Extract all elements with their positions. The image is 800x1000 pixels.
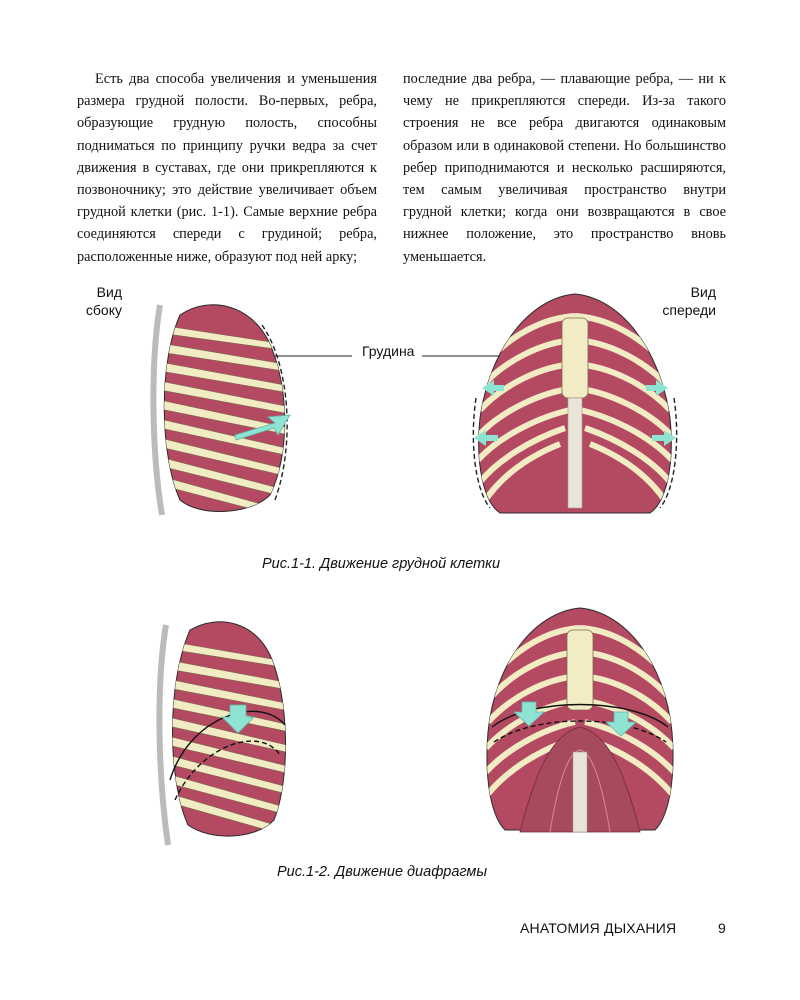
label-front-line1: Вид [690,284,716,300]
paragraph-left: Есть два способа увеличения и уменьшения размера грудной полости. Во-первых, ребра, образующие грудную полость, способны подниматься по принципу ручки ведра за счет движения в суставах, где они прикрепляются к позвоночнику; это действие увеличивает объем грудной клетки (рис. 1-1). Самые верхние ребра соединяются спереди с грудиной; ребра, расположенные ниже, образуют под ней арку; [77,71,377,265]
ribcage-front-view-fig2 [480,602,680,842]
ribcage-side-view-fig2 [150,605,310,850]
paragraph-right: последние два ребра, — плавающие ребра, — ни к чему не прикрепляются спереди. Из-за такого строения не все ребра двигаются одинаковым образом или в одинаковой степени. Но большинство ребер приподнимаются и несколько расширяются, тем самым увеличивая пространство внутри грудной клетки; когда они возвращаются в свое нижнее положение, это пространство вновь уменьшается. [403,71,726,265]
label-front-line2: спереди [662,302,716,318]
label-side-line1: Вид [96,284,122,300]
ribcage-front-view-fig1 [470,288,680,523]
figure2-caption: Рис.1-2. Движение диафрагмы [277,864,488,880]
label-side-line2: сбоку [85,302,122,318]
running-title: АНАТОМИЯ ДЫХАНИЯ [520,920,677,936]
figure1-caption: Рис.1-1. Движение грудной клетки [262,556,501,572]
page-number: 9 [718,920,726,936]
ribcage-side-view-fig1 [140,285,310,525]
label-sternum: Грудина [362,343,415,359]
